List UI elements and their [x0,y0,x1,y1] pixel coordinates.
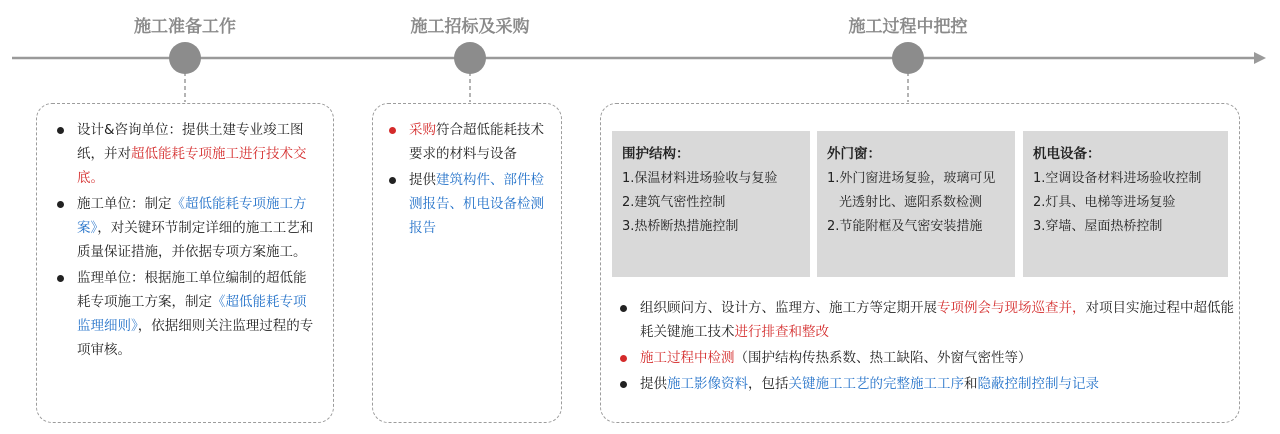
highlight-text: 关键施工工艺的完整施工工序 [788,376,964,392]
panel-envelope [612,131,810,277]
panel-windows-title: 外门窗： [827,146,881,162]
text-segment: ，包括 [748,376,789,392]
highlight-text: 采购 [409,122,436,138]
text-segment: 施工单位：制定 [77,196,172,212]
panel-envelope-item: 2.建筑气密性控制 [622,195,726,210]
list-item [49,192,319,264]
highlight-text: 《超低能耗专项监理细则》 [77,294,307,334]
phase-title-3: 施工过程中把控 [848,17,968,37]
text-segment: 提供 [409,172,436,188]
text-segment: ，依据细则关注监理过程的专项审核。 [77,318,314,358]
highlight-text: 《超低能耗专项施工方案》 [77,196,307,236]
panel-mep-title: 机电设备： [1033,146,1101,162]
highlight-text: 隐蔽控制控制与记录 [977,376,1099,392]
panel-windows-item: 2.节能附框及气密安装措施 [827,219,983,234]
list-item [381,118,551,166]
bullet-dot-icon [57,127,64,134]
text-segment: 监理单位：根据施工单位编制的超低能耗专项施工方案，制定 [77,270,307,310]
panel-envelope-item: 1.保温材料进场验收与复验 [622,171,778,186]
panel-windows-item: 1.外门窗进场复验，玻璃可见光透射比、遮阳系数检测 [827,171,996,210]
bullet-dot-icon [620,305,627,312]
list-item [612,346,1234,370]
text-segment: 设计&咨询单位：提供土建专业竣工图纸，并对 [77,122,304,162]
bullet-dot-icon [389,177,396,184]
text-segment: 组织顾问方、设计方、监理方、施工方等定期开展 [640,300,937,316]
phase-title-2: 施工招标及采购 [410,17,530,37]
highlight-text: 超低能耗专项施工进行技术交底。 [77,146,307,186]
timeline-node-2 [454,42,486,74]
text-segment: （围护结构传热系数、热工缺陷、外窗气密性等） [734,350,1032,366]
phase-2-list [381,118,551,240]
bullet-dot-icon [620,381,627,388]
panel-mep-item: 2.灯具、电梯等进场复验 [1033,195,1176,210]
phase-1-list [49,118,319,362]
phase-3-list-wrap [612,296,1234,398]
panel-mep-item: 3.穿墙、屋面热桥控制 [1033,219,1163,234]
list-item [381,168,551,240]
phase-1-box [36,103,334,423]
panel-envelope-title: 围护结构： [622,146,690,162]
highlight-text: 建筑构件、部件检测报告、机电设备检测报告 [409,172,544,236]
bullet-dot-icon [620,355,627,362]
phase-3-list [612,296,1234,396]
phase-title-1: 施工准备工作 [134,17,236,37]
panel-windows [817,131,1015,277]
list-item [612,296,1234,344]
timeline-node-1 [169,42,201,74]
highlight-text: 施工影像资料 [667,376,748,392]
bullet-dot-icon [389,127,396,134]
text-segment: 提供 [640,376,667,392]
text-segment: 和 [964,376,978,392]
highlight-text: 进行排查和整改 [734,324,829,340]
highlight-text: 专项例会与现场巡查并， [937,300,1086,316]
panel-mep-item: 1.空调设备材料进场验收控制 [1033,171,1202,186]
panel-mep [1023,131,1228,277]
list-item [612,372,1234,396]
bullet-dot-icon [57,275,64,282]
list-item [49,118,319,190]
text-segment: 对项目实施过程中超低能耗关键施工技术 [640,300,1234,340]
highlight-text: 施工过程中检测 [640,350,735,366]
timeline-node-3 [892,42,924,74]
timeline-arrowhead [1254,52,1266,64]
phase-2-box [372,103,562,423]
text-segment: 符合超低能耗技术要求的材料与设备 [409,122,544,162]
bullet-dot-icon [57,201,64,208]
text-segment: ，对关键环节制定详细的施工工艺和质量保证措施，并依据专项方案施工。 [77,220,314,260]
list-item [49,266,319,362]
panel-envelope-item: 3.热桥断热措施控制 [622,219,739,234]
